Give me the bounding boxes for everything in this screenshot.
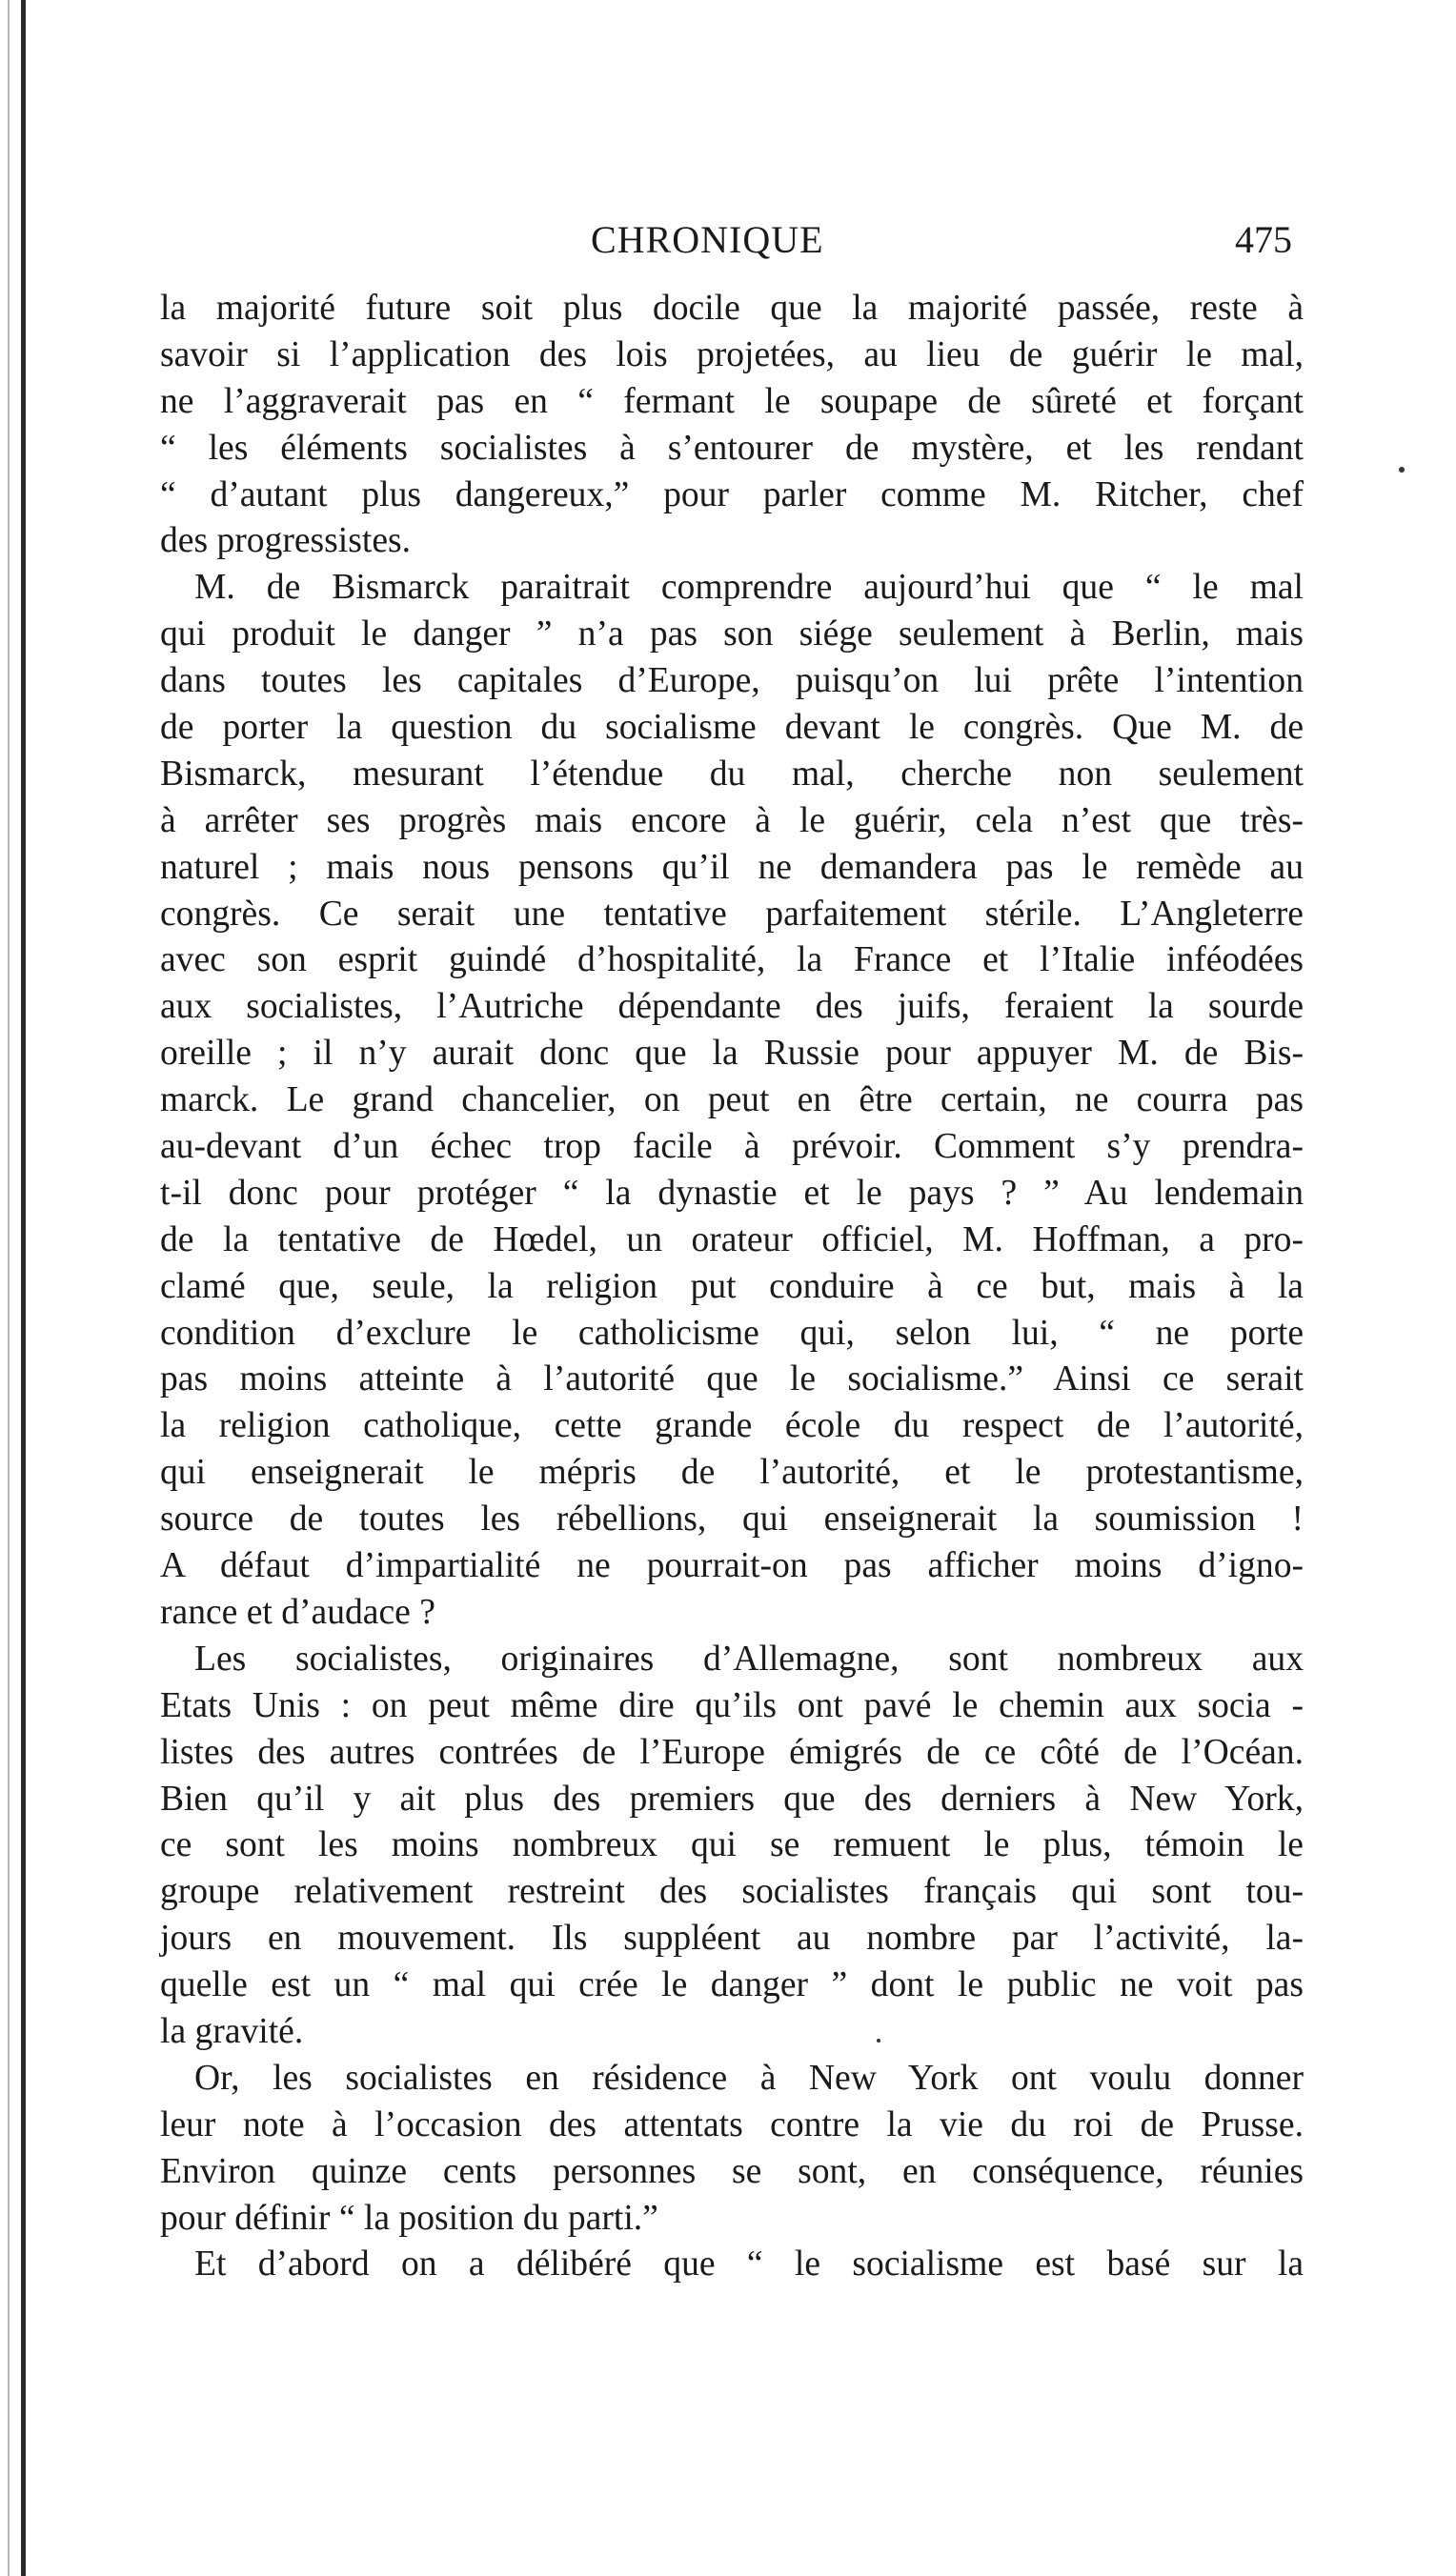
text-line: Environ quinze cents personnes se sont, en conséquence, réunies: [160, 2151, 1304, 2191]
text-line: rance et d’audace ?: [160, 1592, 435, 1632]
body-text: [160, 286, 1304, 2288]
text-line: Or, les socialistes en résidence à New York ont voulu donner: [194, 2058, 1304, 2098]
text-line: aux socialistes, l’Autriche dépendante des juifs, feraient la sourde: [160, 987, 1304, 1027]
text-line: qui produit le danger ” n’a pas son siége seulement à Berlin, mais: [160, 614, 1304, 654]
text-line: pour définir “ la position du parti.”: [160, 2198, 658, 2238]
text-line: la majorité future soit plus docile que la majorité passée, reste à: [160, 289, 1304, 328]
text-line: quelle est un “ mal qui crée le danger ” dont le public ne voit pas: [160, 1965, 1304, 2005]
text-line: “ les éléments socialistes à s’entourer de mystère, et les rendant: [160, 428, 1304, 468]
text-line: Bien qu’il y ait plus des premiers que des derniers à New York,: [160, 1779, 1304, 1819]
text-line: jours en mouvement. Ils suppléent au nombre par l’activité, la-: [160, 1919, 1304, 1959]
text-line: naturel ; mais nous pensons qu’il ne demandera pas le remède au: [160, 847, 1304, 887]
text-line: des progressistes.: [160, 521, 412, 561]
ink-speck: [1399, 467, 1405, 473]
text-line: Et d’abord on a délibéré que “ le socialisme est basé sur la: [194, 2244, 1304, 2284]
page-binding-edge: [21, 0, 26, 2576]
ink-speck: [877, 2039, 880, 2043]
text-line: t-il donc pour protéger “ la dynastie et le pays ? ” Au lendemain: [160, 1173, 1304, 1213]
text-line: pas moins atteinte à l’autorité que le socialisme.” Ainsi ce serait: [160, 1359, 1304, 1399]
text-line: de la tentative de Hœdel, un orateur officiel, M. Hoffman, a pro-: [160, 1219, 1304, 1259]
text-line: listes des autres contrées de l’Europe émigrés de ce côté de l’Océan.: [160, 1732, 1304, 1772]
text-line: source de toutes les rébellions, qui enseignerait la soumission !: [160, 1499, 1304, 1540]
text-line: savoir si l’application des lois projetées, au lieu de guérir le mal,: [160, 334, 1304, 374]
text-line: oreille ; il n’y aurait donc que la Russie pour appuyer M. de Bis-: [160, 1034, 1304, 1074]
running-head: [0, 217, 1456, 274]
text-line: la religion catholique, cette grande école du respect de l’autorité,: [160, 1406, 1304, 1446]
text-line: leur note à l’occasion des attentats contre la vie du roi de Prusse.: [160, 2104, 1304, 2144]
text-line: condition d’exclure le catholicisme qui, selon lui, “ ne porte: [160, 1313, 1304, 1353]
page-number: 475: [1235, 218, 1292, 261]
text-line: groupe relativement restreint des socialistes français qui sont tou-: [160, 1872, 1304, 1912]
running-title: CHRONIQUE: [591, 218, 824, 261]
text-line: ce sont les moins nombreux qui se remuent le plus, témoin le: [160, 1825, 1304, 1865]
text-line: congrès. Ce serait une tentative parfaitement stérile. L’Angleterre: [160, 894, 1304, 934]
text-line: Les socialistes, originaires d’Allemagne, sont nombreux aux: [194, 1639, 1304, 1679]
text-line: dans toutes les capitales d’Europe, puisqu’on lui prête l’intention: [160, 661, 1304, 701]
text-line: Bismarck, mesurant l’étendue du mal, cherche non seulement: [160, 754, 1304, 794]
text-line: ne l’aggraverait pas en “ fermant le soupape de sûreté et forçant: [160, 381, 1304, 421]
page-binding-shadow: [8, 0, 10, 2576]
text-line: de porter la question du socialisme devant le congrès. Que M. de: [160, 708, 1304, 748]
text-line: clamé que, seule, la religion put conduire à ce but, mais à la: [160, 1266, 1304, 1306]
text-line: “ d’autant plus dangereux,” pour parler comme M. Ritcher, chef: [160, 474, 1304, 514]
text-line: avec son esprit guindé d’hospitalité, la France et l’Italie inféodées: [160, 940, 1304, 980]
text-line: la gravité.: [160, 2011, 304, 2051]
text-line: M. de Bismarck paraitrait comprendre aujourd’hui que “ le mal: [194, 568, 1304, 608]
text-line: à arrêter ses progrès mais encore à le guérir, cela n’est que très-: [160, 800, 1304, 840]
text-line: A défaut d’impartialité ne pourrait-on pas afficher moins d’igno-: [160, 1546, 1304, 1586]
text-line: qui enseignerait le mépris de l’autorité, et le protestantisme,: [160, 1453, 1304, 1493]
text-line: Etats Unis : on peut même dire qu’ils ont pavé le chemin aux socia -: [160, 1685, 1304, 1725]
text-line: marck. Le grand chancelier, on peut en être certain, ne courra pas: [160, 1080, 1304, 1120]
text-line: au-devant d’un échec trop facile à prévoir. Comment s’y prendra-: [160, 1127, 1304, 1167]
